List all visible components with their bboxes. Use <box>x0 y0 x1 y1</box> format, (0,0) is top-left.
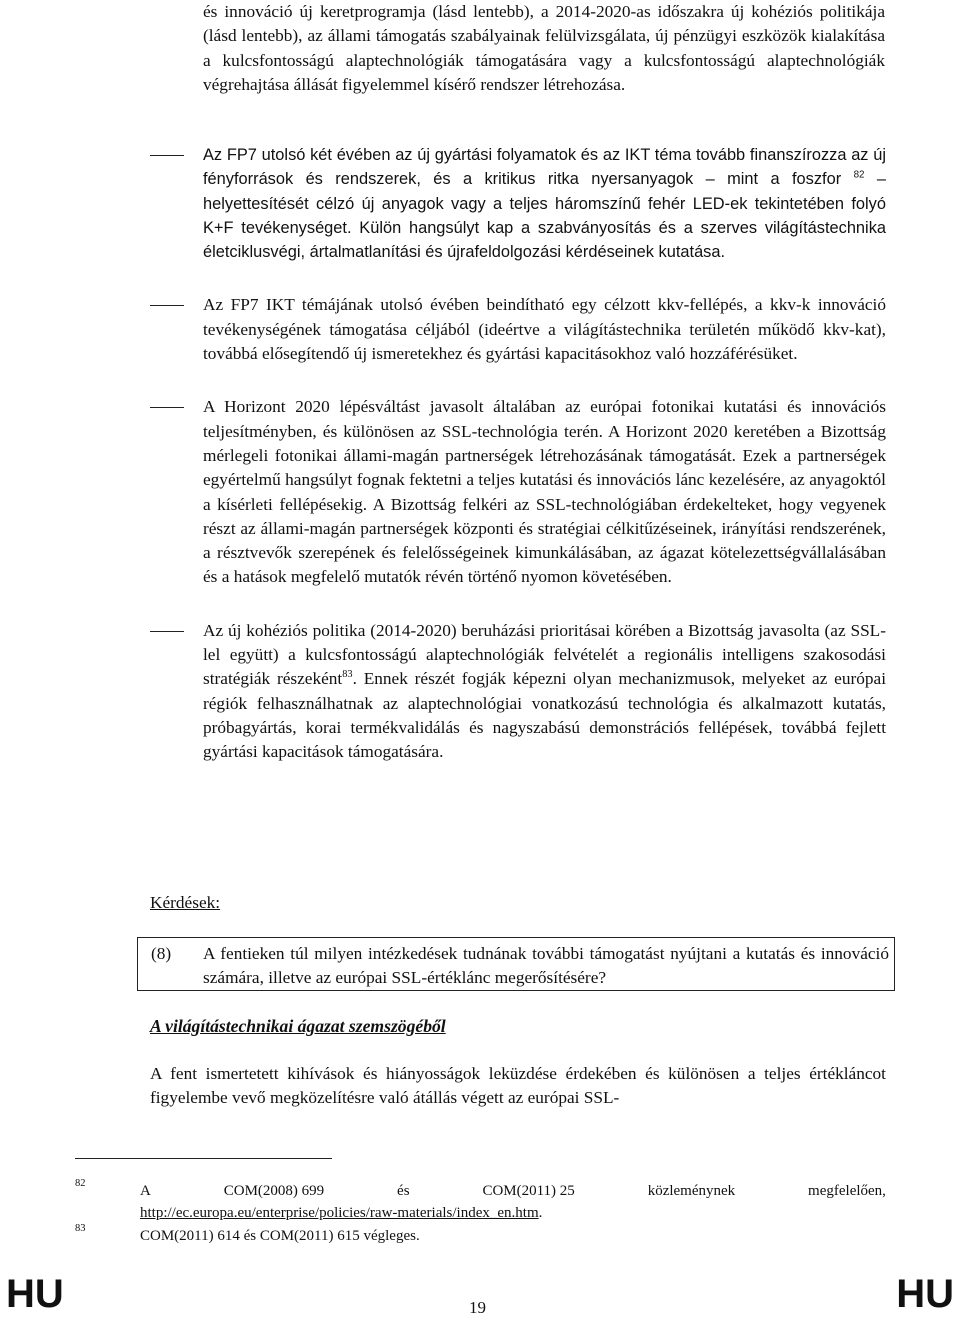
bullet-text-cont: – helyettesítését célzó új anyagok vagy a teljes háromszínű fehér LED-ek tekintetében folyó K+F tevékenységet. Külön hangsúlyt kap a szabványosítás és a szerves világítástechnika életciklusvégi, ártalmatlanítási és újrafeldolgozási kérdéseinek kutatása. <box>203 170 886 262</box>
bullet-text: Az új kohéziós politika (2014-2020) beruházási prioritásai körében a Bizottság javasolta (az SSL-lel együtt) a kulcsfontosságú alaptechnológiák felvételét a regionális intelligens szakosodási stratégiák részeként <box>203 620 886 689</box>
footnote-82-link[interactable]: http://ec.europa.eu/enterprise/policies/raw-materials/index_en.htm <box>140 1205 539 1221</box>
fn82-word: megfelelően, <box>808 1183 886 1199</box>
fn82-word: COM(2011) 25 <box>482 1183 575 1199</box>
fn82-period: . <box>538 1205 543 1221</box>
footer-language-right: HU <box>896 1272 954 1316</box>
bullet-item-horizon2020 <box>150 395 886 589</box>
bullet-text-cont: . Ennek részét fogják képezni olyan mechanizmusok, melyeket az európai régiók felhasználhatnak az alaptechnológiai vonatkozású technológia és alkalmazott kutatás, próbagyártás, korai termékvalidálás és nagyszabású demonstrációs fellépések, továbbá fejlett gyártási kapacitások támogatására. <box>203 669 886 762</box>
fn82-word: COM(2008) 699 <box>223 1183 325 1199</box>
bullet-item-cohesion-policy <box>150 619 886 765</box>
bullet-dash <box>150 631 184 632</box>
bullet-item-fp7-production <box>150 143 886 264</box>
bullet-item-fp7-smes <box>150 293 886 366</box>
footnote-ref-83: 83 <box>342 669 353 681</box>
footnote-82 <box>140 1180 886 1224</box>
bullet-list <box>150 143 886 794</box>
footnote-82-line1 <box>140 1180 886 1202</box>
bullet-text: A Horizont 2020 lépésváltást javasolt általában az európai fotonikai kutatási és innovációs teljesítményben, és különösen az SSL-technológia terén. A Horizont 2020 keretében a Bizottság mérlegeli fotonikai állami-magán partnerségek létrehozásának támogatását. Ezek a partnerségek egyértelmű hangsúlyt fognak fektetni a teljes kutatási és innovációs lánc kezelésére, az anyagoktól a kísérleti fellépésekig. A Bizottság felkéri az SSL-technológiában érdekelteket, hogy vegyenek részt az állami-magán partnerségek központi és stratégiai célkitűzéseinek, irányítási rendszerének, a résztvevők szerepének és felelősségeinek kimunkálásában, az ágazat kötelezettségvállalásában és a hatások megfelelő mutatók révén történő nyomon követésében. <box>203 397 886 587</box>
footnote-83-number: 83 <box>75 1223 86 1234</box>
intro-paragraph-continuation <box>203 0 885 97</box>
bullet-text: Az FP7 IKT témájának utolsó évében beindítható egy célzott kkv-fellépés, a kkv-k innováció tevékenységének támogatása céljából (ideértve a világítástechnika területén működő kkv-kat), továbbá elősegítendő új ismeretekhez és gyártási kapacitásokhoz való hozzáférésüket. <box>203 295 886 364</box>
fn82-word: A <box>140 1183 151 1199</box>
question-text: A fentieken túl milyen intézkedések tudnának további támogatást nyújtani a kutatás és innováció számára, illetve az európai SSL-értéklánc megerősítésére? <box>203 944 889 988</box>
footnote-83: COM(2011) 614 és COM(2011) 615 végleges. <box>140 1228 420 1244</box>
footer-language-left: HU <box>6 1272 64 1316</box>
fn82-word: és <box>397 1183 410 1199</box>
footnote-ref-82: 82 <box>853 169 865 181</box>
section-paragraph: A fent ismertetett kihívások és hiányosságok leküzdése érdekében és különösen a teljes értékláncot figyelembe vevő megközelítésre való átállás végett az európai SSL- <box>150 1064 886 1108</box>
bullet-dash <box>150 155 184 156</box>
footnote-82-number: 82 <box>75 1178 86 1189</box>
question-number: (8) <box>151 944 172 963</box>
section-title: A világítástechnikai ágazat szemszögéből <box>150 1016 446 1036</box>
fn82-word: közleménynek <box>647 1183 736 1199</box>
footnote-separator <box>75 1158 332 1159</box>
questions-heading: Kérdések: <box>150 893 221 912</box>
bullet-dash <box>150 305 184 306</box>
bullet-dash <box>150 407 184 408</box>
question-box <box>137 937 895 991</box>
intro-text: és innováció új keretprogramja (lásd lentebb), a 2014-2020-as időszakra új kohéziós politikája (lásd lentebb), az állami támogatás szabályainak felülvizsgálata, új pénzügyi eszközök kialakítása a kulcsfontosságú alaptechnológiák támogatására vagy a kulcsfontosságú alaptechnológiák végrehajtása állását figyelemmel kísérő rendszer létrehozása. <box>203 2 885 94</box>
bullet-text: Az FP7 utolsó két évében az új gyártási folyamatok és az IKT téma tovább finanszírozza az új fényforrások és rendszerek, és a kritikus ritka nyersanyagok – mint a foszfor <box>203 146 886 189</box>
page-number: 19 <box>469 1298 486 1317</box>
footnote-82-line2 <box>140 1202 886 1224</box>
